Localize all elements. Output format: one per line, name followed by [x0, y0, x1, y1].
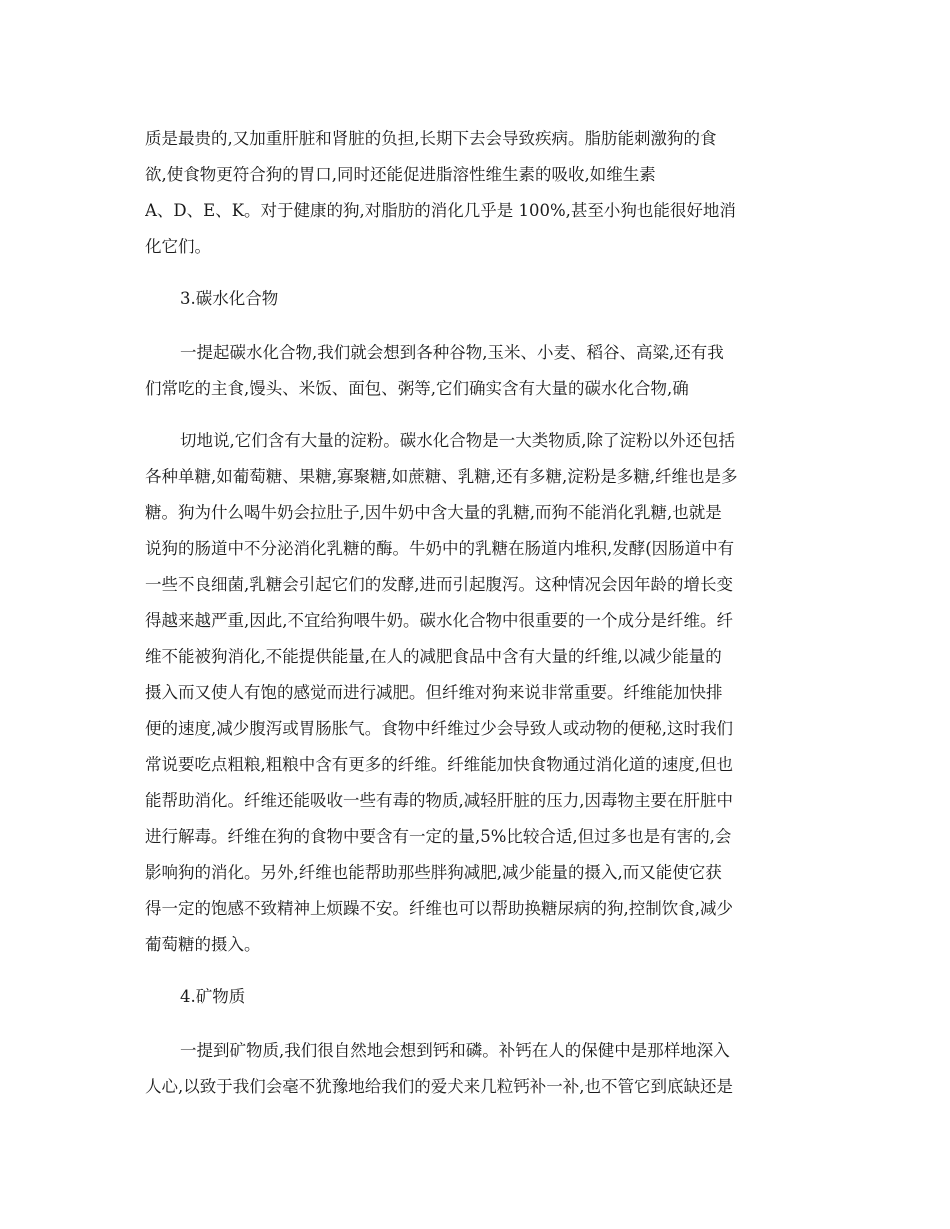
paragraph-line: 们常吃的主食,馒头、米饭、面包、粥等,它们确实含有大量的碳水化合物,确 [145, 379, 689, 398]
paragraph-line: 得越来越严重,因此,不宜给狗喂牛奶。碳水化合物中很重要的一个成分是纤维。纤 [145, 611, 733, 630]
section-heading-minerals: 4.矿物质 [180, 987, 246, 1006]
paragraph-line: 便的速度,减少腹泻或胃肠胀气。食物中纤维过少会导致人或动物的便秘,这时我们 [145, 719, 733, 738]
paragraph-line: 进行解毒。纤维在狗的食物中要含有一定的量,5%比较合适,但过多也是有害的,会 [145, 827, 732, 846]
paragraph-line: 化它们。 [145, 237, 211, 256]
paragraph-line: 得一定的饱感不致精神上烦躁不安。纤维也可以帮助换糖尿病的狗,控制饮食,减少 [145, 899, 733, 918]
paragraph-line: 各种单糖,如葡萄糖、果糖,寡聚糖,如蔗糖、乳糖,还有多糖,淀粉是多糖,纤维也是多 [145, 467, 738, 486]
paragraph-line: 切地说,它们含有大量的淀粉。碳水化合物是一大类物质,除了淀粉以外还包括 [180, 431, 735, 450]
paragraph-line: 常说要吃点粗粮,粗粮中含有更多的纤维。纤维能加快食物通过消化道的速度,但也 [145, 755, 733, 774]
paragraph-line: 维不能被狗消化,不能提供能量,在人的减肥食品中含有大量的纤维,以减少能量的 [145, 647, 722, 666]
paragraph-line: 说狗的肠道中不分泌消化乳糖的酶。牛奶中的乳糖在肠道内堆积,发酵(因肠道中有 [145, 539, 735, 558]
paragraph-line: 一些不良细菌,乳糖会引起它们的发酵,进而引起腹泻。这种情况会因年龄的增长变 [145, 575, 733, 594]
section-heading-carbohydrate: 3.碳水化合物 [180, 289, 279, 308]
paragraph-line: 能帮助消化。纤维还能吸收一些有毒的物质,减轻肝脏的压力,因毒物主要在肝脏中 [145, 791, 733, 810]
paragraph-line: 摄入而又使人有饱的感觉而进行减肥。但纤维对狗来说非常重要。纤维能加快排 [145, 683, 723, 702]
paragraph-line: 欲,使食物更符合狗的胃口,同时还能促进脂溶性维生素的吸收,如维生素 [145, 165, 656, 184]
paragraph-line: 质是最贵的,又加重肝脏和肾脏的负担,长期下去会导致疾病。脂肪能刺激狗的食 [145, 129, 717, 148]
paragraph-line: A、D、E、K。对于健康的狗,对脂肪的消化几乎是 100%,甚至小狗也能很好地消 [145, 201, 736, 220]
paragraph-line: 一提起碳水化合物,我们就会想到各种谷物,玉米、小麦、稻谷、高粱,还有我 [180, 343, 724, 362]
paragraph-line: 一提到矿物质,我们很自然地会想到钙和磷。补钙在人的保健中是那样地深入 [180, 1041, 730, 1060]
paragraph-line: 糖。狗为什么喝牛奶会拉肚子,因牛奶中含大量的乳糖,而狗不能消化乳糖,也就是 [145, 503, 722, 522]
paragraph-line: 人心,以致于我们会毫不犹豫地给我们的爱犬来几粒钙补一补,也不管它到底缺还是 [145, 1077, 733, 1096]
paragraph-line: 葡萄糖的摄入。 [145, 935, 261, 954]
paragraph-line: 影响狗的消化。另外,纤维也能帮助那些胖狗减肥,减少能量的摄入,而又能使它获 [145, 863, 722, 882]
